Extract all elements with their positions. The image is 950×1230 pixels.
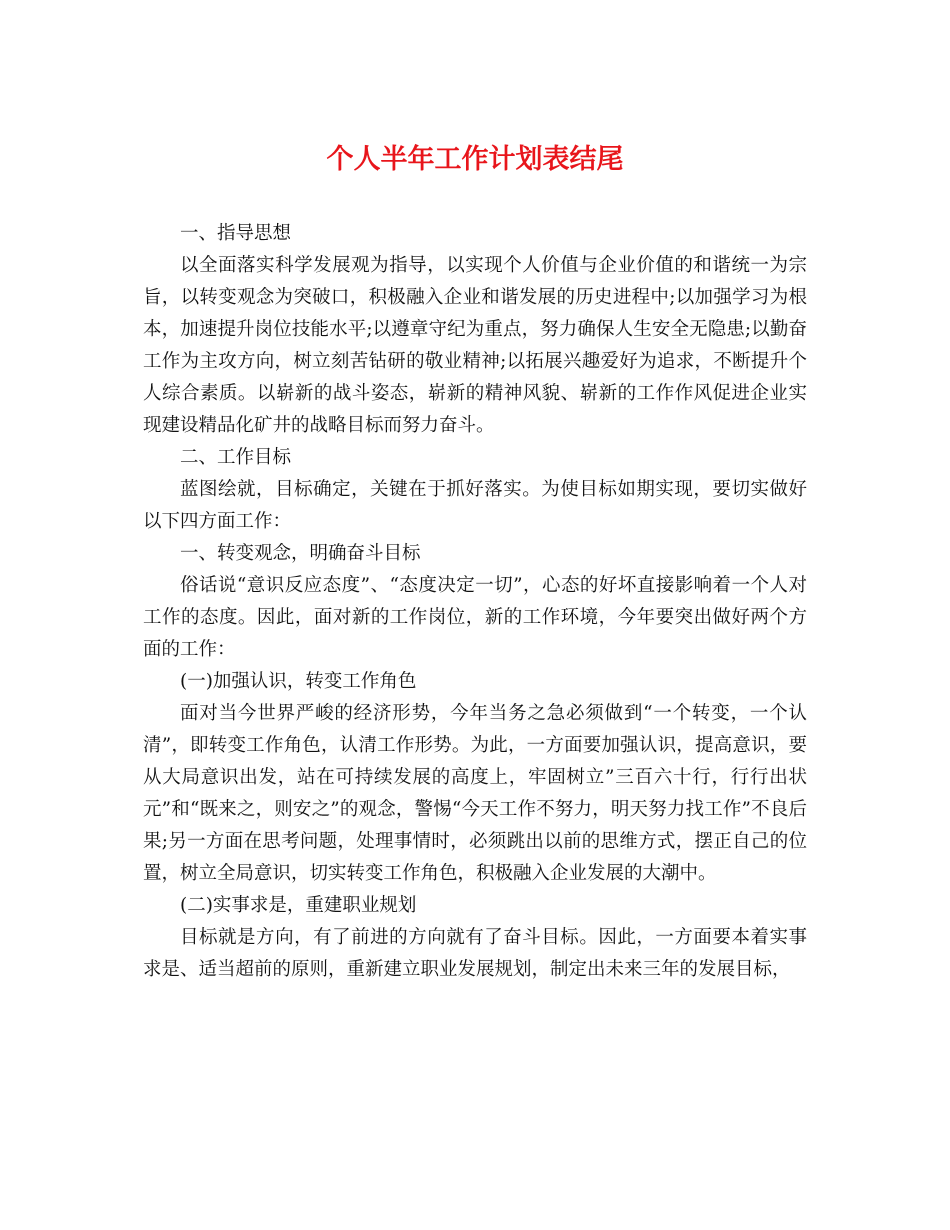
subsection-heading: (一)加强认识，转变工作角色 — [180, 671, 417, 692]
subsection-heading: 一、转变观念，明确奋斗目标 — [180, 543, 421, 564]
document-title: 个人半年工作计划表结尾 — [326, 144, 624, 175]
paragraph: 面对当今世界严峻的经济形势，今年当务之急必须做到“一个转变，一个认清”，即转变工作角色，认清工作形势。为此，一方面要加强认识，提高意识，要从大局意识出发，站在可持续发展的高度上，牢固树立”三百六十行，行行出状元”和“既来之，则安之”的观念，警惕“今天工作不努力，明天努力找工作”不良后果;另一方面在思考问题，处理事情时，必须跳出以前的思维方式，摆正自己的位置，树立全局意识，切实转变工作角色，积极融入企业发展的大潮中。 — [143, 703, 807, 884]
paragraph: 蓝图绘就，目标确定，关键在于抓好落实。为使目标如期实现，要切实做好以下四方面工作： — [143, 479, 807, 532]
paragraph: 以全面落实科学发展观为指导，以实现个人价值与企业价值的和谐统一为宗旨，以转变观念为突破口，积极融入企业和谐发展的历史进程中;以加强学习为根本，加速提升岗位技能水平;以遵章守纪为重点，努力确保人生安全无隐患;以勤奋工作为主攻方向，树立刻苦钻研的敬业精神;以拓展兴趣爱好为追求，不断提升个人综合素质。以崭新的战斗姿态，崭新的精神风貌、崭新的工作作风促进企业实现建设精品化矿井的战略目标而努力奋斗。 — [143, 255, 807, 436]
paragraph: 俗话说“意识反应态度”、“态度决定一切”，心态的好坏直接影响着一个人对工作的态度。因此，面对新的工作岗位，新的工作环境，今年要突出做好两个方面的工作： — [143, 575, 807, 660]
section-heading-guiding-ideology: 一、指导思想 — [180, 223, 292, 244]
document-body — [143, 218, 807, 986]
subsection-heading: (二)实事求是，重建职业规划 — [180, 895, 417, 916]
paragraph: 目标就是方向，有了前进的方向就有了奋斗目标。因此，一方面要本着实事求是、适当超前的原则，重新建立职业发展规划，制定出未来三年的发展目标， — [143, 927, 807, 980]
section-heading-work-goals: 二、工作目标 — [180, 447, 292, 468]
